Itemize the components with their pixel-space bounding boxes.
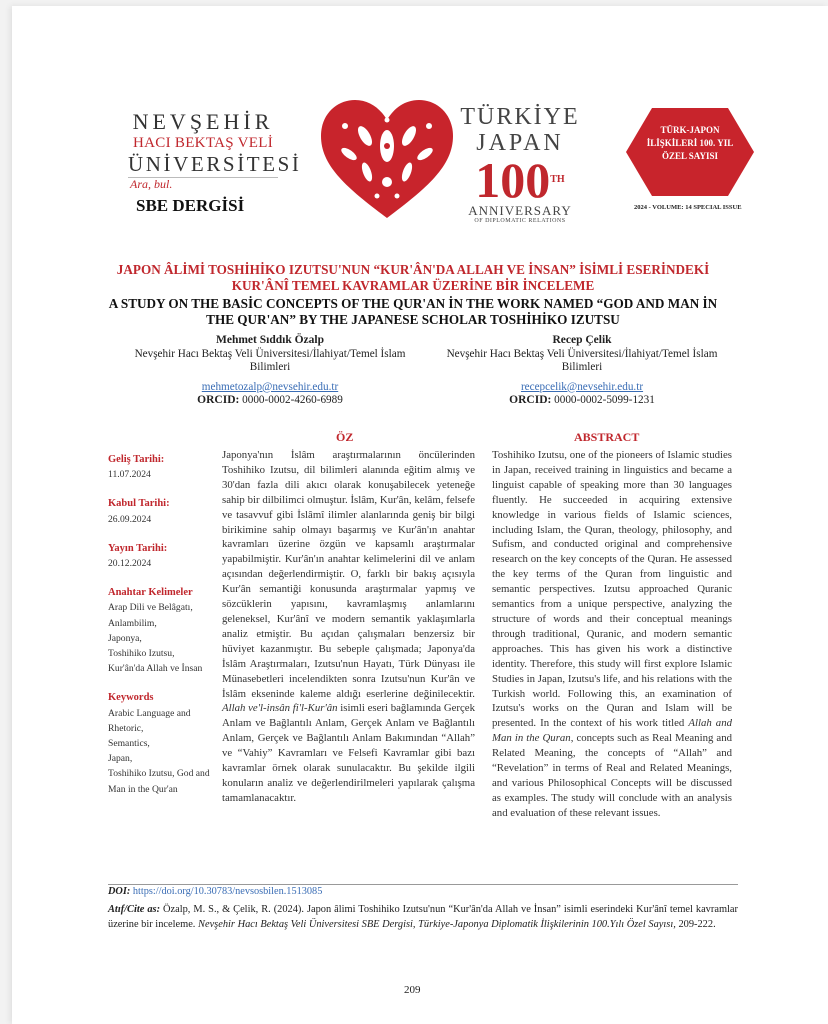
published-date: 20.12.2024	[108, 558, 152, 570]
keyword-tr: Anlambilim,	[108, 617, 157, 629]
cite-text: Özalp, M. S., & Çelik, R. (2024). Japon âlimi Toshihiko Izutsu'nun “Kur'ân'da Allah ve İnsan” isimli eserindeki Kur'ânî temel kavramlar üzerine bir inceleme.	[108, 904, 738, 930]
keyword-en: Arabic Language and Rhetoric,	[108, 707, 191, 734]
badge-line2: İLİŞKİLERİ 100. YIL	[646, 138, 734, 148]
author-2	[442, 334, 722, 408]
journal-name: SBE DERGİSİ	[136, 196, 245, 215]
author-name: Recep Çelik	[552, 334, 612, 346]
oz-heading: ÖZ	[336, 430, 354, 444]
keyword-en: Toshihiko Izutsu, God and Man in the Qur'an	[108, 768, 210, 795]
abstract-en-body	[492, 448, 732, 821]
author-email[interactable]: recepcelik@nevsehir.edu.tr	[520, 380, 644, 393]
accepted-date: 26.09.2024	[108, 513, 152, 525]
keyword-tr: Kur'ân'da Allah ve İnsan	[108, 663, 203, 675]
anniversary-logo	[460, 104, 580, 224]
issue-info: 2024 - VOLUME: 14 SPECIAL ISSUE	[634, 204, 742, 211]
university-line1: NEVŞEHİR	[132, 109, 274, 134]
author-orcid: 0000-0002-5099-1231	[554, 394, 655, 406]
keyword-en: Semantics,	[108, 738, 150, 750]
keyword-en: Japan,	[108, 753, 133, 765]
anniversary-number: 100TH	[475, 152, 565, 208]
doi-label: DOI:	[108, 886, 131, 897]
anniversary-line3: ANNIVERSARY	[468, 203, 572, 218]
special-issue-badge	[624, 106, 756, 198]
badge-line3: ÖZEL SAYISI	[662, 151, 718, 161]
anniversary-line2: JAPAN	[476, 130, 564, 156]
abstract-heading: ABSTRACT	[574, 430, 640, 444]
university-line3: ÜNİVERSİTESİ	[128, 152, 302, 176]
footer-divider	[108, 884, 738, 885]
accepted-label: Kabul Tarihi:	[108, 498, 170, 510]
received-date: 11.07.2024	[108, 469, 151, 481]
title-turkish: JAPON ÂLİMİ TOSHİHİKO IZUTSU'NUN “KUR'ÂN'DA ALLAH VE İNSAN” İSİMLİ ESERİNDEKİ KUR'ÂNÎ TEMEL KAVRAMLAR ÜZERİNE BİR İNCELEME	[116, 262, 710, 293]
citation	[108, 902, 738, 932]
keyword-tr: Arap Dili ve Belâgatı,	[108, 602, 193, 614]
badge-line1: TÜRK-JAPON	[660, 125, 720, 135]
doi-line	[108, 886, 322, 897]
university-logo	[128, 109, 302, 178]
anniversary-line1: TÜRKİYE	[460, 104, 580, 130]
abstract-tr-text: Japonya'nın İslâm araştırmalarının öncülerinden Toshihiko Izutsu, dil bilimleri alanında eğitim almış ve 30'dan fazla dili akıcı olarak konuşabilecek yeteneğe sahip bir dilbilimci olmuştur. İslâm, Kur'ân, kelâm, felsefe ve tasavvuf gibi İslâmî ilimler alanlarında geniş bir bilgi birikimine sahip olmayı başarmış ve Kur'ân'ın anahtar kavramları üzerine özgün ve kapsamlı araştırmalar yapabilmiştir. Kur'ân'ın anahtar kelimelerini dil ve anlam açısından değerlendirmiştir. O, farklı bir bakış açısıyla Kur'ân semantiği konusunda araştırmalar yapmış ve sözcüklerin yapısını, kavramlaşmış anlamlarını geleneksel, Kur'ânî ve modern semantik yaklaşımlarla analiz etmiştir. Bu açıdan çalışmaları benzersiz bir hüviyet kazanmıştır. Bu sebeple çalışmada; Japonya'da İslâm Araştırmaları, Izutsu'nun Hayatı, Türk Dünyası ile Münasebetleri incelendikten sonra Izutsu'nun Kur'ân ve İslâm ekseninde kaleme aldığı eserlerine değinilecektir.	[222, 449, 475, 700]
author-orcid: 0000-0002-4260-6989	[242, 394, 343, 406]
received-label: Geliş Tarihi:	[108, 454, 165, 465]
article-sidebar	[108, 452, 213, 797]
heart-ornament-icon	[317, 96, 457, 226]
keywords-tr-label: Anahtar Kelimeler	[108, 587, 193, 599]
keyword-tr: Japonya,	[108, 632, 142, 644]
anniversary-line4: OF DIPLOMATIC RELATIONS	[474, 218, 566, 224]
cite-pages: 209-222.	[678, 919, 716, 930]
doi-link[interactable]: https://doi.org/10.30783/nevsosbilen.1513085	[132, 886, 323, 897]
author-email[interactable]: mehmetozalp@nevsehir.edu.tr	[201, 380, 339, 393]
orcid-label: ORCID:	[509, 394, 552, 406]
author-name: Mehmet Sıddık Özalp	[216, 334, 324, 346]
published-label: Yayın Tarihi:	[108, 542, 168, 554]
abstract-en-text: Toshihiko Izutsu, one of the pioneers of Islamic studies in Japan, received training in linguistics and became a linguist capable of speaking more than 30 languages fluently. He succeeded in acquiring extensive knowledge in various fields of Islamic sciences, including Islam, the Quran, theology, philosophy, and Sufism, and conducted original and comprehensive research on the key concepts of the Quran. He assessed the key terms of the Quran from linguistic and semantic perspectives. Izutsu approached Quranic semantics from a unique perspective, analyzing the structure of words and their conceptual meanings through traditional, Quranic, and modern semantic approaches. This has given his work a distinctive identity. Therefore, this study will first explore Islamic Studies in Japan, Izutsu's life, and his relations with the Turkish world. Following this, an examination of Izutsu's works on the Quran and Islam will be presented. In the context of his work titled	[492, 449, 732, 730]
university-slogan: Ara, bul.	[130, 177, 173, 191]
university-line2: HACI BEKTAŞ VELİ	[133, 135, 273, 151]
cite-label: Atıf/Cite as:	[108, 904, 161, 915]
author-1	[130, 334, 410, 408]
abstract-en-text-end: , concepts such as Real Meaning and Related Meaning, the concepts of “Allah” and “Revelation” in terms of Real and Related Meanings, and various Philosophical Concepts will be discussed as examples. The study will conclude with an analysis and evaluation of these relevant issues.	[492, 732, 732, 819]
orcid-label: ORCID:	[197, 394, 240, 406]
abstract-en-title: Allah and Man in the Quran	[492, 717, 732, 745]
author-affiliation: Nevşehir Hacı Bektaş Veli Üniversitesi/İlahiyat/Temel İslam Bilimleri	[446, 347, 718, 373]
author-affiliation: Nevşehir Hacı Bektaş Veli Üniversitesi/İlahiyat/Temel İslam Bilimleri	[134, 347, 406, 373]
abstract-tr-title: Allah ve'l-insân fi'l-Kur'ân	[222, 702, 338, 715]
page-number: 209	[404, 984, 421, 996]
abstract-tr-body	[222, 448, 475, 806]
cite-journal: Nevşehir Hacı Bektaş Veli Üniversitesi SBE Dergisi, Türkiye-Japonya Diplomatik İlişkilerinin 100.Yılı Özel Sayısı,	[198, 919, 676, 930]
anniversary-suffix: TH	[550, 174, 565, 185]
title-english: A STUDY ON THE BASİC CONCEPTS OF THE QUR'AN İN THE WORK NAMED “GOD AND MAN İN THE QUR'AN” BY THE JAPANESE SCHOLAR TOSHİHİKO IZUTSU	[108, 296, 718, 327]
keywords-en-label: Keywords	[108, 692, 154, 704]
keyword-tr: Toshihiko Izutsu,	[108, 648, 175, 660]
abstract-tr-text-end: isimli eseri bağlamında Gerçek Anlam ve Bağlantılı Anlam, Gerçek Anlam ve Bağlantılı Anlam, Gerçek ve Bağlantılı Anlam Bakımından “Allah” ve “Vahiy” Kavramları ve Felsefi Kavramlar gibi bazı kavramlar örnek olarak sunulacaktır. Bu şekilde ilgili konuların analiz ve değerlendirilmeleri yapılarak çalışma tamamlanacaktır.	[222, 702, 475, 804]
paper-page	[12, 6, 828, 1024]
